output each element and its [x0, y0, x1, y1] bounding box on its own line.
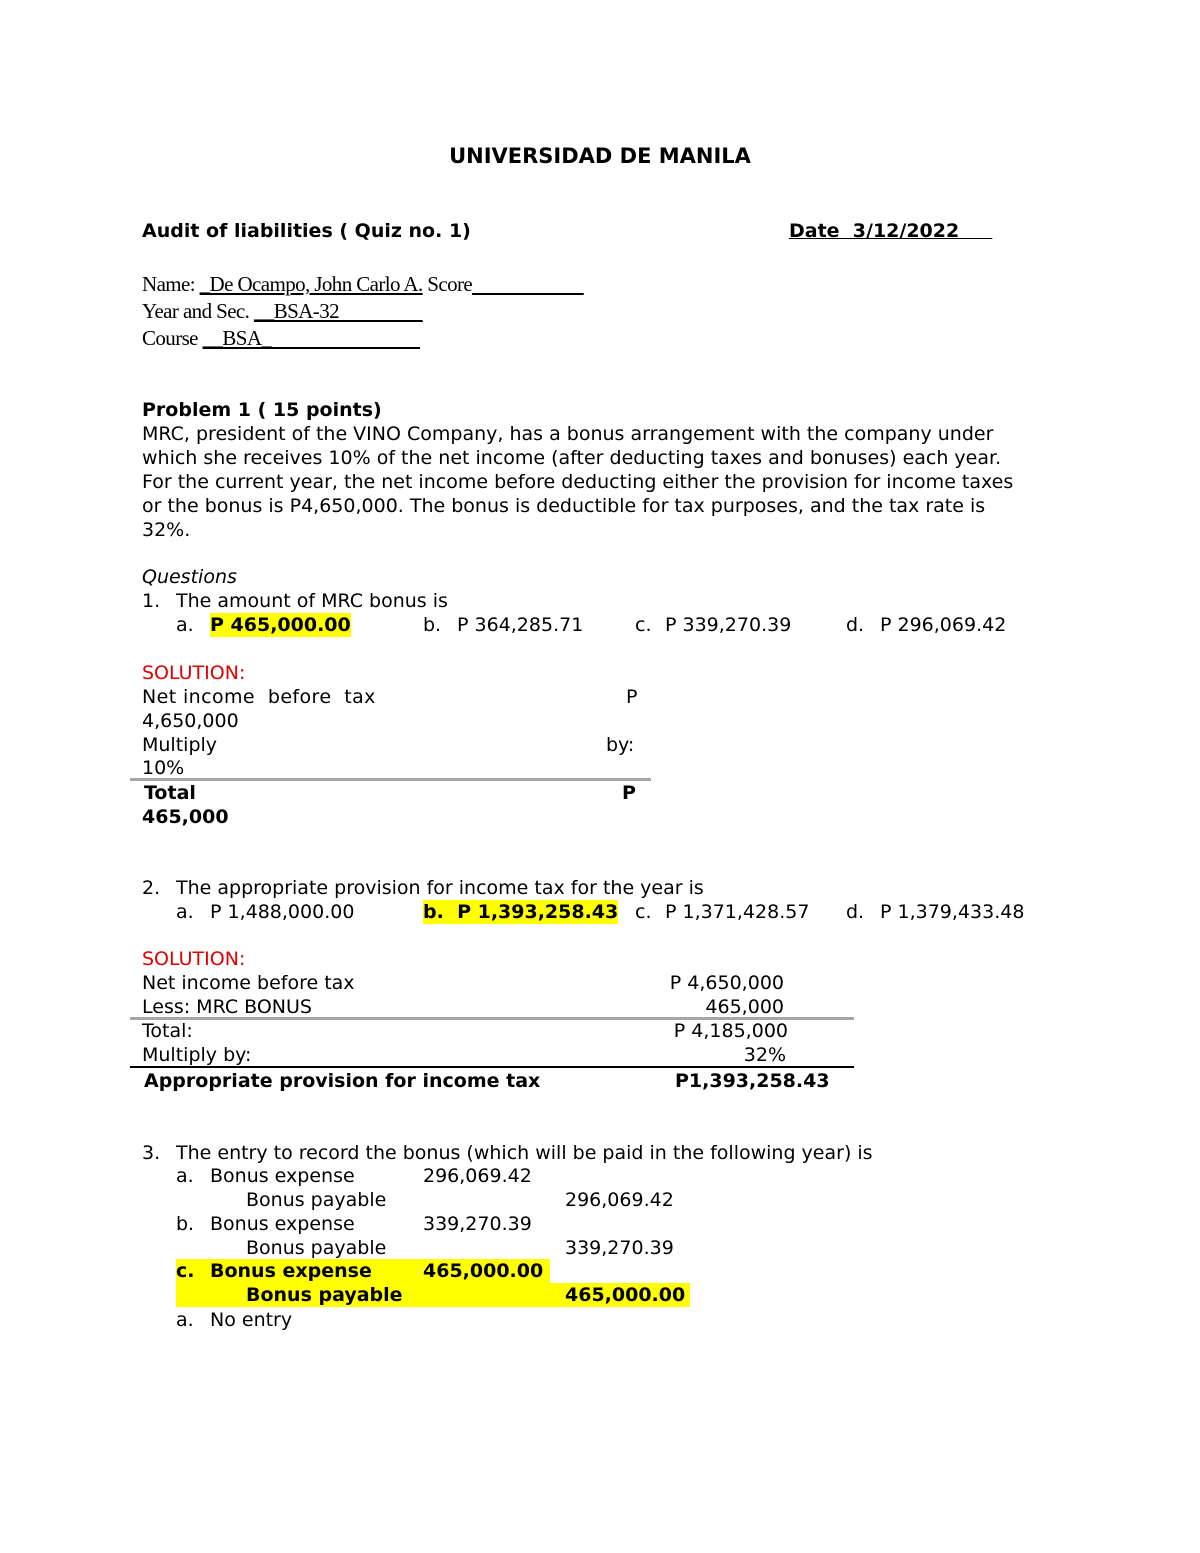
q3-option-a-credit: Bonus payable: [246, 1189, 387, 1211]
course-line: [142, 326, 420, 350]
q2-choice-b-value: P 1,393,258.43: [457, 901, 619, 923]
name-label: Name:: [142, 272, 195, 296]
year-sec-label: Year and Sec.: [142, 299, 250, 323]
name-value: _De Ocampo, John Carlo A.: [199, 272, 423, 296]
q2-row-value: 32%: [743, 1044, 786, 1066]
q1-sol-total-value: 465,000: [142, 806, 229, 828]
q3-number: 3.: [142, 1142, 161, 1164]
q3-option-c-credit: Bonus payable: [246, 1284, 403, 1306]
q3-option-b-credit: Bonus payable: [246, 1237, 387, 1259]
q2-text: The appropriate provision for income tax for the year is: [176, 877, 704, 899]
year-sec-line: [142, 299, 423, 323]
university-title: UNIVERSIDAD DE MANILA: [449, 144, 751, 168]
quiz-title: Audit of liabilities ( Quiz no. 1): [142, 220, 471, 242]
q2-row-value: 465,000: [705, 996, 784, 1018]
q2-row-value: P 4,650,000: [669, 972, 784, 994]
q3-option-c-letter: c.: [176, 1260, 195, 1282]
q1-choice-d-value: P 296,069.42: [880, 614, 1007, 636]
problem-line: MRC, president of the VINO Company, has a bonus arrangement with the company under: [142, 423, 994, 445]
q3-option-c-debit: Bonus expense: [210, 1260, 372, 1282]
score-label: Score: [427, 272, 473, 296]
problem-title: Problem 1 ( 15 points): [142, 399, 382, 421]
q2-choice-c-value: P 1,371,428.57: [665, 901, 810, 923]
q1-choice-b-value: P 364,285.71: [457, 614, 584, 636]
course-label: Course: [142, 326, 198, 350]
questions-label: Questions: [142, 566, 237, 588]
q1-sol-rule: [130, 778, 651, 781]
q2-choice-b: [423, 900, 618, 924]
q2-choice-d-letter: d.: [846, 901, 865, 923]
q3-option-a-debit-amt: 296,069.42: [423, 1165, 532, 1187]
problem-line: 32%.: [142, 519, 191, 541]
q1-choice-a-value: P 465,000.00: [210, 614, 351, 636]
q1-choice-c-letter: c.: [635, 614, 652, 636]
q3-option-a-debit: Bonus expense: [210, 1165, 355, 1187]
course-value: __BSA_: [202, 326, 272, 350]
q1-sol-row1-value: 4,650,000: [142, 710, 239, 732]
q2-choice-b-letter: b.: [423, 901, 444, 923]
q2-result-value: P1,393,258.43: [675, 1070, 830, 1092]
q2-rule-2: [130, 1066, 854, 1068]
q2-result-label: Appropriate provision for income tax: [144, 1070, 541, 1092]
q2-row-label: Net income before tax: [142, 972, 355, 994]
q3-option-b-debit: Bonus expense: [210, 1213, 355, 1235]
q3-option-last-text: No entry: [210, 1309, 293, 1331]
year-sec-value: __BSA-32: [253, 299, 339, 323]
problem-line: which she receives 10% of the net income (after deducting taxes and bonuses) each year.: [142, 447, 1002, 469]
q3-option-a-credit-amt: 296,069.42: [565, 1189, 674, 1211]
q2-choice-c-letter: c.: [635, 901, 652, 923]
q1-solution-label: SOLUTION:: [142, 662, 246, 684]
q2-row-label: Total:: [142, 1020, 193, 1042]
q1-number: 1.: [142, 590, 161, 612]
q3-option-b-credit-amt: 339,270.39: [565, 1237, 674, 1259]
q1-choice-c-value: P 339,270.39: [665, 614, 792, 636]
name-line: [142, 272, 584, 296]
q1-sol-total-label: Total: [144, 782, 196, 804]
q2-row-value: P 4,185,000: [673, 1020, 788, 1042]
date-label: Date: [789, 220, 840, 242]
q3-option-b-debit-amt: 339,270.39: [423, 1213, 532, 1235]
q2-choice-a-letter: a.: [176, 901, 194, 923]
q1-sol-row2-by: by:: [606, 734, 635, 756]
problem-line: or the bonus is P4,650,000. The bonus is deductible for tax purposes, and the tax rate is: [142, 495, 986, 517]
q1-sol-row1-label: Net income before tax: [142, 686, 376, 708]
q2-row-label: Multiply by:: [142, 1044, 252, 1066]
problem-line: For the current year, the net income before deducting either the provision for income taxes: [142, 471, 1014, 493]
q1-sol-row2-value: 10%: [142, 757, 185, 779]
date-value: 3/12/2022: [852, 220, 960, 242]
q3-option-c-debit-amt: 465,000.00: [423, 1260, 544, 1282]
q3-option-b-letter: b.: [176, 1213, 195, 1235]
q3-option-c-credit-amt: 465,000.00: [565, 1284, 686, 1306]
q1-sol-row1-p: P: [626, 686, 638, 708]
q2-row-label: Less: MRC BONUS: [142, 996, 312, 1018]
q3-text: The entry to record the bonus (which will be paid in the following year) is: [176, 1142, 873, 1164]
q1-sol-row2-label: Multiply: [142, 734, 218, 756]
q2-number: 2.: [142, 877, 161, 899]
q3-option-last-letter: a.: [176, 1309, 194, 1331]
q2-choice-a-value: P 1,488,000.00: [210, 901, 355, 923]
q1-choice-a-letter: a.: [176, 614, 194, 636]
q3-option-a-letter: a.: [176, 1165, 194, 1187]
date-line: [789, 219, 992, 243]
q1-sol-total-p: P: [622, 782, 636, 804]
q1-choice-b-letter: b.: [423, 614, 442, 636]
q2-choice-d-value: P 1,379,433.48: [880, 901, 1025, 923]
q1-choice-d-letter: d.: [846, 614, 865, 636]
q1-text: The amount of MRC bonus is: [176, 590, 448, 612]
q2-solution-label: SOLUTION:: [142, 948, 246, 970]
